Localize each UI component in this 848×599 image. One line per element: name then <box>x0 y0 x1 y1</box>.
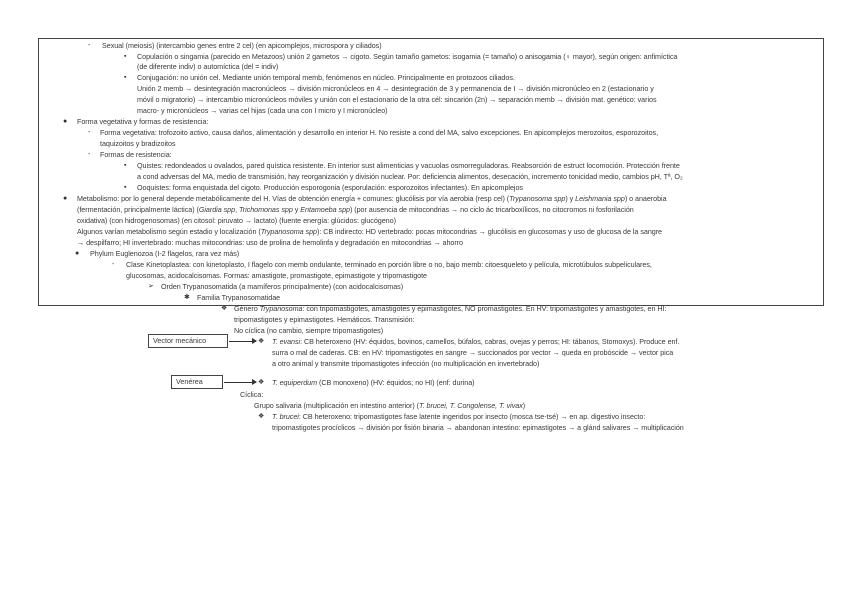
diamond-marker: ❖ <box>221 305 228 312</box>
square-marker: ▪ <box>124 53 127 60</box>
text-line: T. equiperdum (CB monoxeno) (HV: équidos; no HI) (enf: durina) <box>272 378 475 387</box>
text-line: Copulación o singamia (parecido en Metazoos) unión 2 gametos → cigoto. Según tamaño gametos: isogamia (= tamaño) o anisogamia (♀ mayor), según origen: anfimíctica <box>137 52 678 61</box>
text-line: (de diferente indiv) o automíctica (del = indiv) <box>137 62 279 71</box>
text-line: Grupo salivaria (multiplicación en intestino anterior) (T. brucei, T. Congolense, T. vivax) <box>254 401 526 410</box>
bullet-marker: ● <box>63 195 68 202</box>
text-line: Sexual (meiosis) (intercambio genes entre 2 cel) (en apicomplejos, microspora y ciliados) <box>102 41 382 50</box>
text-line: Ooquistes: forma enquistada del cigoto. Producción esporogonia (esporulación: esporozoitos infectantes). En apicomplejos <box>137 183 523 192</box>
text-line: Cíclica: <box>240 390 264 399</box>
text-line: Conjugación: no unión cel. Mediante unión temporal memb, fenómenos en núcleo. Principalmente en protozoos ciliados. <box>137 73 515 82</box>
square-marker: ▪ <box>124 74 127 81</box>
text-line: T. brucei: CB heteroxeno: tripomastigotes fase latente ingeridos por insecto (mosca tse-tsé) → en ap. digestivo insecto: <box>272 412 646 421</box>
text-line: Género Trypanosoma: con tripomastigotes, amastigotes y epimastigotes, NO promastigotes. En HV: tripomastigotes y amastigotes, en HI: <box>234 304 667 313</box>
venerea-label: Venérea <box>171 375 223 389</box>
text-line: a cond adversas del MA, medio de transmisión, hay reorganización y división nuclear. Por: deficiencia alimentos, desecación, incremento tonicidad medio, cambios pH, Tª, O₂ <box>137 172 683 181</box>
text-line: surra o mal de caderas. CB: en HV: tripomastigotes en sangre → succionados por vector → queda en probóscide → vector pica <box>272 348 674 357</box>
text-line: Clase Kinetoplastea: con kinetoplasto, I flagelo con memb ondulante, terminado en porción libre o no, bajo memb: citoesqueleto y película, microtúbulos subpeliculares, <box>126 260 652 269</box>
text-line: oxidativa) (con hidrogenosomas) (en citosol: piruvato → lactato) (fuente energía: glúcidos: glucógeno) <box>77 216 396 225</box>
text-line: Algunos varían metabolismo según estadio y localización (Trypanosoma spp): CB indirecto: HD vertebrado: pocas mitocondrias → glucólisis en glucosomas y uso de glucosa de la sangre <box>77 227 662 236</box>
text-line: Metabolismo: por lo general depende metabólicamente del H. Vías de obtención energía + comunes: glucólisis por vía aerobia (resp cel) (Trypanosoma spp) y Leishmania spp) o anaerobia <box>77 194 667 203</box>
text-line: Formas de resistencia: <box>100 150 172 159</box>
text-line: glucosomas, acidocalcisomas. Formas: amastigote, promastigote, epimastigote y tripomastigote <box>126 271 428 280</box>
text-line: → despilfarro; HI invertebrado: muchas mitocondrias: uso de prolina de hemolinfa y degradación en mitocondrias → ahorro <box>77 238 463 247</box>
text-line: No cíclica (no cambio, siempre tripomastigotes) <box>234 326 384 335</box>
square-marker: ▪ <box>124 162 127 169</box>
bullet-marker: ● <box>63 118 68 125</box>
text-line: taquizoitos y bradizoitos <box>100 139 176 148</box>
bullet-marker: ● <box>75 250 80 257</box>
text-line: (fermentación, principalmente láctica) (Giardia spp, Trichomonas spp y Entamoeba spp) (por ausencia de mitocondrias → no ciclo ác tricarboxílicos, no citocromos ni fosforilación <box>77 205 634 214</box>
text-line: Quistes: redondeados u ovalados, pared quística resistente. En interior sust alimenticias y vacuolas osmorreguladoras. Reabsorción de estruct locomoción. Protección frente <box>137 161 680 170</box>
dash-marker: - <box>88 129 91 136</box>
text-line: móvil o migratorio) → intercambio micronúcleos móviles y unión con el estacionario de la otra cél: sincarión (2n) → separación memb → división mat. genético: varios <box>137 95 657 104</box>
asterisk-marker: ✱ <box>184 294 190 301</box>
text-line: a otro animal y transmite tripomastigotes infección (no multiplicación en invertebrado) <box>272 359 540 368</box>
diamond-marker: ❖ <box>258 338 265 345</box>
square-marker: ▪ <box>124 184 127 191</box>
arrow-connector <box>229 341 256 342</box>
text-line: Familia Trypanosomatidae <box>197 293 281 302</box>
text-line: tripomastigotes procíclicos → división por fisión binaria → abandonan intestino: epimastigotes → a glánd salivares → multiplicación <box>272 423 684 432</box>
arrow-connector <box>224 382 256 383</box>
diamond-marker: ❖ <box>258 379 265 386</box>
text-line: Unión 2 memb → desintegración macronúcleos → división micronúcleos en 4 → desintegración de 3 y permanencia de I → división micronúcleo en 2 (estacionario y <box>137 84 654 93</box>
vector-mecanico-label: Vector mecánico <box>148 334 228 348</box>
text-line: Forma vegetativa y formas de resistencia: <box>77 117 209 126</box>
diamond-marker: ❖ <box>258 413 265 420</box>
text-line: Orden Trypanosomatida (a mamíferos principalmente) (con acidocalcisomas) <box>161 282 404 291</box>
dash-marker: - <box>88 151 91 158</box>
text-line: T. evansi: CB heteroxeno (HV: équidos, bovinos, camellos, búfalos, cabras, ovejas y perros; HI: tábanos, Stomoxys). Produce enf. <box>272 337 680 346</box>
text-line: Phylum Euglenozoa (I-2 flagelos, rara vez más) <box>90 249 240 258</box>
text-line: Forma vegetativa: trofozoito activo, causa daños, alimentación y desarrollo en interior H. No resiste a cond del MA, salvo excepciones. En apicomplejos merozoitos, esporozoitos, <box>100 128 659 137</box>
text-line: macro- y micronúcleos → varias cel hijas (cada una con I micro y I micronúcleo) <box>137 106 388 115</box>
arrowhead-marker: ➢ <box>148 283 154 290</box>
text-line: tripomastigotes y epimastigotes. Hemáticos. Transmisión: <box>234 315 415 324</box>
dash-marker: - <box>112 261 115 268</box>
dash-marker: - <box>88 42 91 49</box>
